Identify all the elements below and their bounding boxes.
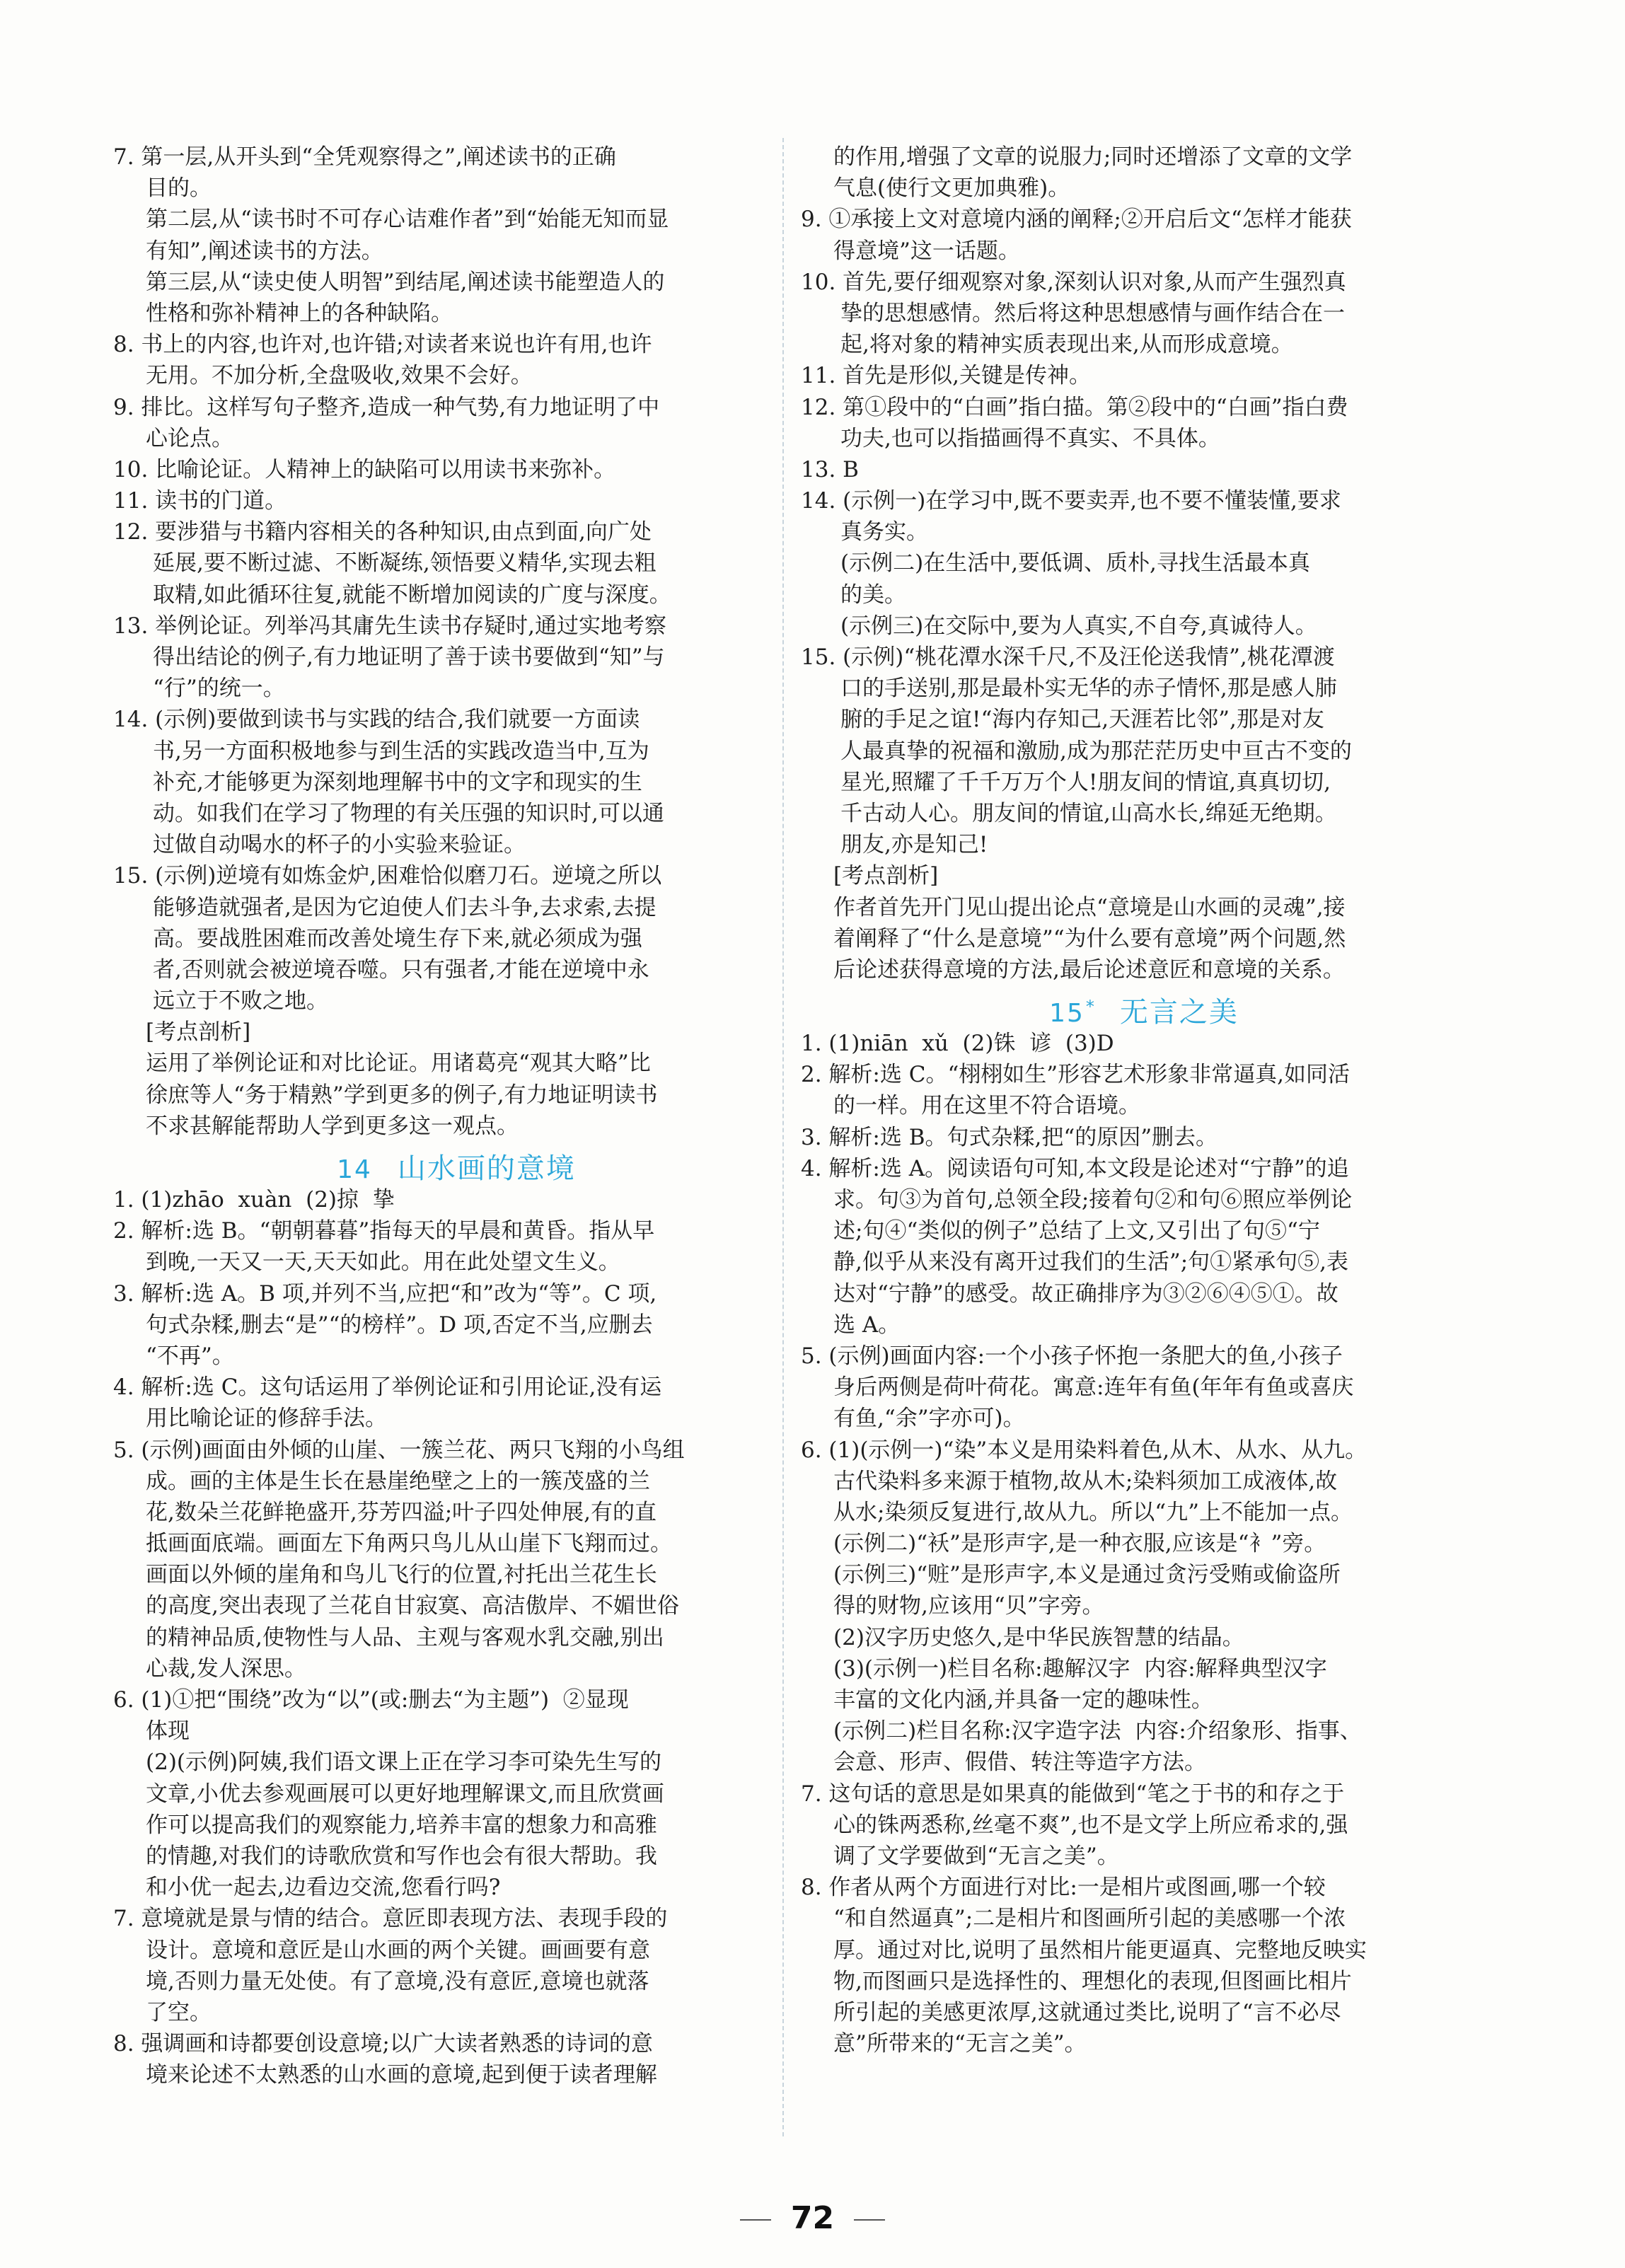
answer-line: 述;句④“类似的例子”总结了上文,又引出了句⑤“宁	[833, 1218, 1320, 1244]
answer-line: 6. (1)①把“围绕”改为“以”(或:删去“为主题”) ②显现	[113, 1687, 629, 1713]
answer-line: 心论点。	[146, 425, 233, 451]
answer-line: 丰富的文化内涵,并具备一定的趣味性。	[833, 1687, 1213, 1713]
left-column	[113, 141, 799, 2090]
section-star: *	[1085, 997, 1096, 1017]
answer-line: 9. ①承接上文对意境内涵的阐释;②开启后文“怎样才能获	[801, 207, 1352, 233]
answer-line: 身后两侧是荷叶荷花。寓意:连年有鱼(年年有鱼或喜庆	[833, 1375, 1354, 1401]
answer-line: 3. 解析:选 A。B 项,并列不当,应把“和”改为“等”。C 项,	[113, 1280, 657, 1307]
answer-line: 设计。意境和意匠是山水画的两个关键。画画要有意	[146, 1937, 650, 1963]
answer-line: 句式杂糅,删去“是”“的榜样”。D 项,否定不当,应删去	[146, 1312, 653, 1338]
answer-line: 8. 强调画和诗都要创设意境;以广大读者熟悉的诗词的意	[113, 2031, 653, 2057]
answer-line: 厚。通过对比,说明了虽然相片能更逼真、完整地反映实	[833, 1937, 1367, 1963]
answer-line: 15. (示例)逆境有如炼金炉,困难恰似磨刀石。逆境之所以	[113, 863, 662, 889]
analysis-line: [考点剖析]	[146, 1019, 251, 1046]
answer-line: 12. 要涉猎与书籍内容相关的各种知识,由点到面,向广处	[113, 519, 652, 545]
answer-line: 高。要战胜困难而改善处境生存下来,就必须成为强	[153, 925, 642, 951]
answer-line: 过做自动喝水的杯子的小实验来验证。	[153, 832, 526, 858]
page-number	[0, 2200, 1625, 2236]
column-divider	[782, 138, 784, 2136]
answer-line: 有鱼,“余”字亦可)。	[833, 1406, 1025, 1432]
answer-line: 静,似乎从来没有离开过我们的生活”;句①紧承句⑤,表	[833, 1249, 1348, 1275]
answer-line: 的精神品质,使物性与人品、主观与客观水乳交融,别出	[146, 1624, 664, 1650]
answer-line: 能够造就强者,是因为它迫使人们去斗争,去求索,去提	[153, 894, 657, 920]
answer-line: “和自然逼真”;二是相片和图画所引起的美感哪一个浓	[833, 1906, 1346, 1932]
answer-line: 第二层,从“读书时不可存心诘难作者”到“始能无知而显	[146, 207, 669, 233]
answer-line: 的一样。用在这里不符合语境。	[833, 1093, 1140, 1119]
answer-line: 有知”,阐述读书的方法。	[146, 238, 383, 264]
answer-line: 7. 意境就是景与情的结合。意匠即表现方法、表现手段的	[113, 1906, 668, 1932]
answer-line: 到晚,一天又一天,天天如此。用在此处望文生义。	[146, 1249, 620, 1275]
answer-line: 13. B	[801, 456, 859, 482]
answer-line: 4. 解析:选 A。阅读语句可知,本文段是论述对“宁静”的追	[801, 1155, 1349, 1181]
answer-line: 腑的手足之谊!“海内存知己,天涯若比邻”,那是对友	[840, 707, 1324, 733]
answer-line: 的美。	[840, 582, 906, 608]
answer-line: 星光,照耀了千千万万个人!朋友间的情谊,真真切切,	[840, 769, 1331, 795]
answer-line: 2. 解析:选 B。“朝朝暮暮”指每天的早晨和黄昏。指从早	[113, 1218, 655, 1244]
answer-line: 文章,小优去参观画展可以更好地理解课文,而且欣赏画	[146, 1781, 664, 1807]
answer-line: (示例三)“赃”是形声字,本义是通过贪污受贿或偷盗所	[833, 1562, 1341, 1588]
section-title: 无言之美	[1119, 996, 1239, 1029]
answer-line: 得意境”这一话题。	[833, 238, 1020, 264]
answer-line: (示例三)在交际中,要为人真实,不自夸,真诚待人。	[840, 613, 1317, 639]
answer-line: 补充,才能够更为深刻地理解书中的文字和现实的生	[153, 769, 642, 795]
answer-line: 11. 首先是形似,关键是传神。	[801, 363, 1092, 389]
answer-line: 13. 举例论证。列举冯其庸先生读书存疑时,通过实地考察	[113, 613, 667, 639]
answer-line: 9. 排比。这样写句子整齐,造成一种气势,有力地证明了中	[113, 394, 660, 420]
analysis-line: 徐庶等人“务于精熟”学到更多的例子,有力地证明读书	[146, 1082, 658, 1108]
answer-line: (2)汉字历史悠久,是中华民族智慧的结晶。	[833, 1624, 1244, 1650]
answer-line: 11. 读书的门道。	[113, 488, 287, 514]
section-title: 山水画的意境	[397, 1152, 576, 1185]
answer-line: 和小优一起去,边看边交流,您看行吗?	[146, 1875, 501, 1901]
answer-line: 意”所带来的“无言之美”。	[833, 2031, 1087, 2057]
answer-line: 得出结论的例子,有力地证明了善于读书要做到“知”与	[153, 644, 665, 670]
answer-line: 口的手送别,那是最朴实无华的赤子情怀,那是感人肺	[840, 676, 1337, 702]
answer-line: “不再”。	[146, 1343, 234, 1369]
answer-line: 从水;染须反复进行,故从九。所以“九”上不能加一点。	[833, 1499, 1353, 1525]
section-heading	[113, 1142, 799, 1184]
answer-line: 物,而图画只是选择性的、理想化的表现,但图画比相片	[833, 1968, 1352, 1994]
answer-line: 心的铢两悉称,丝毫不爽”,也不是文学上所应希求的,强	[833, 1812, 1348, 1838]
answer-line: 起,将对象的精神实质表现出来,从而形成意境。	[840, 332, 1293, 358]
answer-line: 古代染料多来源于植物,故从木;染料须加工成液体,故	[833, 1468, 1338, 1494]
analysis-line: [考点剖析]	[833, 863, 939, 889]
answer-line: 用比喻论证的修辞手法。	[146, 1406, 387, 1432]
answer-line: 第三层,从“读史使人明智”到结尾,阐述读书能塑造人的	[146, 269, 665, 295]
answer-line: 会意、形声、假借、转注等造字方法。	[833, 1749, 1206, 1776]
answer-line: 7. 第一层,从开头到“全凭观察得之”,阐述读书的正确	[113, 144, 616, 170]
answer-line: 体现	[146, 1718, 190, 1745]
answer-line: 心裁,发人深思。	[146, 1655, 306, 1682]
answer-line: 的情趣,对我们的诗歌欣赏和写作也会有很大帮助。我	[146, 1843, 657, 1869]
answer-line: 抵画面底端。画面左下角两只鸟儿从山崖下飞翔而过。	[146, 1531, 672, 1557]
answer-line: 功夫,也可以指描画得不真实、不具体。	[840, 425, 1220, 451]
answer-line: 14. (示例)要做到读书与实践的结合,我们就要一方面读	[113, 707, 640, 733]
answer-line: 者,否则就会被逆境吞噬。只有强者,才能在逆境中永	[153, 956, 649, 983]
analysis-line: 运用了举例论证和对比论证。用诸葛亮“观其大略”比	[146, 1051, 651, 1077]
answer-line: 得的财物,应该用“贝”字旁。	[833, 1593, 1104, 1619]
answer-line: “行”的统一。	[153, 676, 285, 702]
answer-line: 延展,要不断过滤、不断凝练,领悟要义精华,实现去粗	[153, 550, 657, 577]
answer-line: (2)(示例)阿姨,我们语文课上正在学习李可染先生写的	[146, 1749, 661, 1776]
page-number-dash-left	[740, 2219, 771, 2221]
answer-line: 花,数朵兰花鲜艳盛开,芬芳四溢;叶子四处伸展,有的直	[146, 1499, 657, 1525]
section-number: 15*	[1049, 997, 1096, 1029]
answer-line: 1. (1)niān xǔ (2)铢 谚 (3)D	[801, 1031, 1114, 1057]
answer-line: 了空。	[146, 1999, 212, 2025]
answer-line: 10. 比喻论证。人精神上的缺陷可以用读书来弥补。	[113, 456, 616, 482]
answer-line: 取精,如此循环往复,就能不断增加阅读的广度与深度。	[153, 582, 671, 608]
analysis-line: 作者首先开门见山提出论点“意境是山水画的灵魂”,接	[833, 894, 1346, 920]
answer-line: 选 A。	[833, 1312, 901, 1338]
answer-line: 的作用,增强了文章的说服力;同时还增添了文章的文学	[833, 144, 1353, 170]
analysis-line: 不求甚解能帮助人学到更多这一观点。	[146, 1113, 519, 1139]
answer-line: 3. 解析:选 B。句式杂糅,把“的原因”删去。	[801, 1124, 1218, 1150]
answer-line: 远立于不败之地。	[153, 988, 328, 1014]
answer-line: 5. (示例)画面内容:一个小孩子怀抱一条肥大的鱼,小孩子	[801, 1343, 1343, 1369]
section-number: 14	[337, 1155, 372, 1184]
answer-line: 画面以外倾的崖角和鸟儿飞行的位置,衬托出兰花生长	[146, 1562, 657, 1588]
answer-line: 真务实。	[840, 519, 928, 545]
answer-line: 达对“宁静”的感受。故正确排序为③②⑥④⑤①。故	[833, 1280, 1338, 1307]
answer-line: (示例二)栏目名称:汉字造字法 内容:介绍象形、指事、	[833, 1718, 1362, 1745]
answer-line: 人最真挚的祝福和激励,成为那茫茫历史中亘古不变的	[840, 738, 1352, 764]
answer-line: 5. (示例)画面由外倾的山崖、一簇兰花、两只飞翔的小鸟组	[113, 1437, 685, 1463]
answer-line: 4. 解析:选 C。这句话运用了举例论证和引用论证,没有运	[113, 1375, 662, 1401]
answer-line: 所引起的美感更浓厚,这就通过类比,说明了“言不必尽	[833, 1999, 1341, 2025]
answer-line: 成。画的主体是生长在悬崖绝壁之上的一簇茂盛的兰	[146, 1468, 650, 1494]
answer-line: 7. 这句话的意思是如果真的能做到“笔之于书的和存之于	[801, 1781, 1345, 1807]
answer-line: 1. (1)zhāo xuàn (2)掠 挚	[113, 1187, 395, 1213]
answer-line: 14. (示例一)在学习中,既不要卖弄,也不要不懂装懂,要求	[801, 488, 1341, 514]
right-column	[801, 141, 1487, 2059]
answer-line: 调了文学要做到“无言之美”。	[833, 1843, 1119, 1869]
answer-line: 无用。不加分析,全盘吸收,效果不会好。	[146, 363, 533, 389]
answer-line: 2. 解析:选 C。“栩栩如生”形容艺术形象非常逼真,如同活	[801, 1062, 1350, 1088]
answer-line: 动。如我们在学习了物理的有关压强的知识时,可以通	[153, 800, 664, 826]
answer-line: 10. 首先,要仔细观察对象,深刻认识对象,从而产生强烈真	[801, 269, 1346, 295]
answer-line: 朋友,亦是知己!	[840, 832, 988, 858]
page-number-text: 72	[790, 2200, 835, 2236]
answer-line: 挚的思想感情。然后将这种思想感情与画作结合在一	[840, 300, 1345, 326]
answer-line: 8. 书上的内容,也许对,也许错;对读者来说也许有用,也许	[113, 332, 652, 358]
answer-line: 境来论述不太熟悉的山水画的意境,起到便于读者理解	[146, 2062, 657, 2088]
answer-line: (示例二)“袄”是形声字,是一种衣服,应该是“衤”旁。	[833, 1531, 1326, 1557]
answer-line: 气息(使行文更加典雅)。	[833, 175, 1070, 202]
answer-line: 15. (示例)“桃花潭水深千尺,不及汪伦送我情”,桃花潭渡	[801, 644, 1335, 670]
answer-line: 目的。	[146, 175, 212, 202]
answer-line: 8. 作者从两个方面进行对比:一是相片或图画,哪一个较	[801, 1875, 1326, 1901]
answer-line: 书,另一方面积极地参与到生活的实践改造当中,互为	[153, 738, 649, 764]
analysis-line: 着阐释了“什么是意境”“为什么要有意境”两个问题,然	[833, 925, 1346, 951]
analysis-line: 后论述获得意境的方法,最后论述意匠和意境的关系。	[833, 956, 1345, 983]
answer-line: 作可以提高我们的观察能力,培养丰富的想象力和高雅	[146, 1812, 657, 1838]
answer-line: (3)(示例一)栏目名称:趣解汉字 内容:解释典型汉字	[833, 1655, 1327, 1682]
answer-line: 千古动人心。朋友间的情谊,山高水长,绵延无绝期。	[840, 800, 1337, 826]
answer-line: 境,否则力量无处使。有了意境,没有意匠,意境也就落	[146, 1968, 649, 1994]
answer-line: 的高度,突出表现了兰花自甘寂寞、高洁傲岸、不媚世俗	[146, 1593, 679, 1619]
answer-line: 求。句③为首句,总领全段;接着句②和句⑥照应举例论	[833, 1187, 1353, 1213]
answer-line: 12. 第①段中的“白画”指白描。第②段中的“白画”指白费	[801, 394, 1348, 420]
section-heading	[801, 985, 1487, 1028]
answer-line: 性格和弥补精神上的各种缺陷。	[146, 300, 453, 326]
page-number-dash-right	[854, 2219, 885, 2221]
answer-line: (示例二)在生活中,要低调、质朴,寻找生活最本真	[840, 550, 1310, 577]
answer-line: 6. (1)(示例一)“染”本义是用染料着色,从木、从水、从九。	[801, 1437, 1367, 1463]
